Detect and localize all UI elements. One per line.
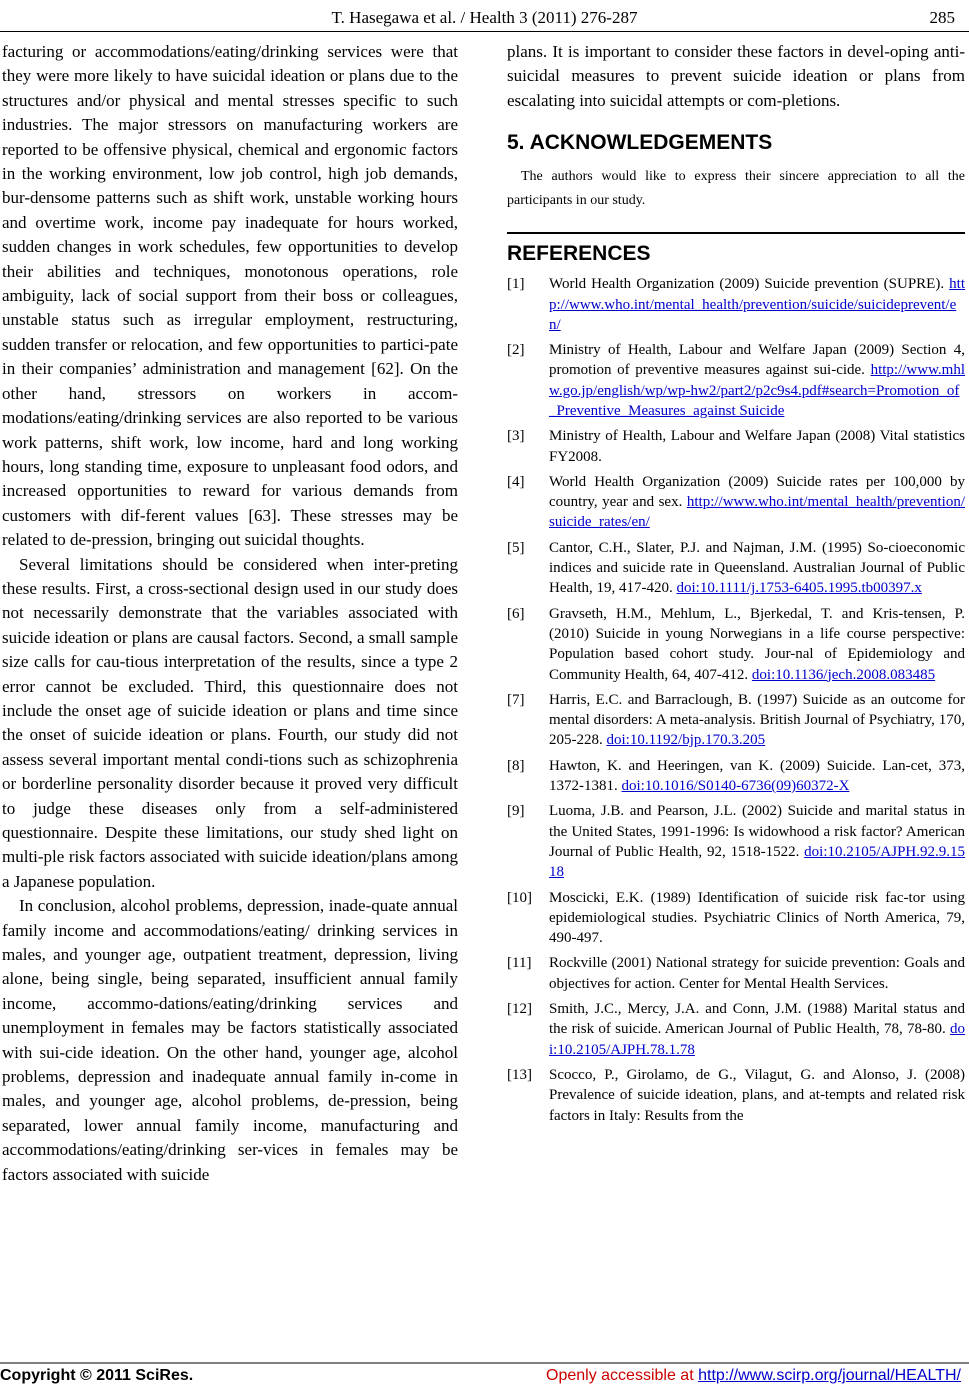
reference-link[interactable]: doi:10.2105/AJPH.92.9.1518 <box>549 843 966 881</box>
reference-citation: Moscicki, E.K. (1989) Identification of suicide risk fac-tor using epidemiological studies. Psychiatric Clinics of North America, 79, 490-497. <box>549 889 965 947</box>
reference-number: [7] <box>507 691 525 708</box>
reference-citation: Harris, E.C. and Barraclough, B. (1997) Suicide as an outcome for mental disorders: A meta-analysis. British Journal of Psychiatry, 170, 205-228. <box>549 691 965 749</box>
reference-link[interactable]: http://www.who.int/mental_health/prevention/suicide/suicideprevent/en/ <box>549 276 966 333</box>
reference-number: [4] <box>507 473 525 490</box>
reference-text <box>549 953 965 994</box>
page-header <box>0 8 969 32</box>
reference-text <box>549 888 965 949</box>
footer-rule <box>0 1362 969 1364</box>
reference-text <box>549 274 965 335</box>
reference-item <box>507 801 965 882</box>
reference-number: [12] <box>507 1001 532 1018</box>
reference-item <box>507 274 965 335</box>
reference-text <box>549 604 965 685</box>
acknowledgements-heading: 5. ACKNOWLEDGEMENTS <box>507 131 773 155</box>
reference-item <box>507 472 965 533</box>
reference-item <box>507 756 965 797</box>
reference-link[interactable]: doi:10.1136/jech.2008.083485 <box>751 666 936 683</box>
reference-text <box>549 756 965 797</box>
body-paragraph: In conclusion, alcohol problems, depression, inade-quate annual family income and accommodations/eating/ drinking services in males, and younger age, outpatient treatment, depression, living alone, being single, being separated, insufficient annual family income, accommo-dations/eating/drinking services and unemployment in females may be factors statistically associated with sui-cide ideation. On the other hand, younger age, alcohol problems, depression and inadequate annual family in-come in males, and younger age, alcohol problems, de-pression, being separated, lower annual family income, manufacturing and accommodations/eating/drinking ser-vices in females may be factors associated with suicide <box>2 896 458 1184</box>
reference-citation: Luoma, J.B. and Pearson, J.L. (2002) Suicide and marital status in the United States, 1991-1996: Is widowhood a risk factor? American Journal of Public Health, 92, 1518-1522. <box>549 803 965 860</box>
footer-access-label: Openly accessible at <box>546 1367 694 1384</box>
reference-link[interactable]: doi:10.1111/j.1753-6405.1995.tb00397.x <box>676 580 922 597</box>
body-paragraph: facturing or accommodations/eating/drinking services were that they were more likely to have suicidal ideation or plans due to the structures and/or physical and mental stresses specific to such industries. The major stressors on manufacturing workers are reported to be offensive physical, chemical and ergonomic factors in the working environment, low job control, high job demands, bur-densome patterns such as shift work, unstable working hours and overtime work, income pay inadequate for hours worked, sudden changes in work schedules, few opportunities to develop their abilities and techniques, monotonous operations, role ambiguity, lack of social support from their boss or colleagues, unstable status such as irregular employment, restructuring, sudden transfer or relocation, and few opportunities to partici-pate in their companies’ administration and management [62]. On the other hand, stressors on workers in accom-modations/eating/drinking services are also reported to be various work patterns, shift work, low income, hard and long working hours, long standing time, exposure to unpleasant food odors, and increased opportunities to reward for various demands from customers with dif-ferent values [63]. These stresses may be related to de-pression, bringing out suicidal thoughts. <box>2 42 458 550</box>
reference-number: [2] <box>507 342 525 359</box>
header-rule <box>0 31 969 32</box>
reference-citation: World Health Organization (2009) Suicide rates per 100,000 by country, year and sex. <box>549 473 965 511</box>
reference-text <box>549 538 965 599</box>
reference-link[interactable]: http://www.mhlw.go.jp/english/wp/wp-hw2/part2/p2c9s4.pdf#search=Promotion_of_Preventive_Measures_against Suicide <box>549 362 966 419</box>
reference-number: [5] <box>507 539 525 556</box>
reference-citation: Rockville (2001) National strategy for suicide prevention: Goals and objectives for action. Center for Mental Health Services. <box>549 955 965 992</box>
reference-citation: Ministry of Health, Labour and Welfare Japan (2008) Vital statistics FY2008. <box>549 428 965 465</box>
reference-text <box>549 690 965 751</box>
page-number: 285 <box>929 8 955 27</box>
reference-citation: Scocco, P., Girolamo, de G., Vilagut, G. and Alonso, J. (2008) Prevalence of suicide ideation, plans, and at-tempts and related risk factors in Italy: Results from the <box>549 1066 965 1124</box>
references-heading: REFERENCES <box>507 242 651 266</box>
reference-item <box>507 999 965 1060</box>
reference-link[interactable]: http://www.who.int/mental_health/prevention/suicide_rates/en/ <box>549 494 966 531</box>
reference-text <box>549 1065 965 1126</box>
reference-citation: Gravseth, H.M., Mehlum, L., Bjerkedal, T. and Kris-tensen, P. (2010) Suicide in young Norwegians in a life course perspective: Population based cohort study. Jour-nal of Epidemiology and Community Health, 64, 407-412. <box>549 605 965 683</box>
reference-number: [6] <box>507 605 525 622</box>
body-paragraph: Several limitations should be considered when inter-preting these results. First, a cross-sectional design used in our study does not necessarily demonstrate that the variables associated with suicide ideation or plans are causal factors. Second, a small sample size calls for cau-tious interpretation of the results, since a type 2 error cannot be excluded. Third, this questionnaire does not include the onset age of suicide ideation or plans and time since the onset of suicide ideation or plans. Fourth, our study did not assess several important mental condi-tions such as schizophrenia or borderline personality disorder because it proved very difficult to judge these diseases only from a self-administered questionnaire. Despite these limitations, our study shed light on multi-ple risk factors associated with suicide ideation/plans among a Japanese population. <box>2 554 459 891</box>
reference-item <box>507 1065 965 1126</box>
reference-text <box>549 801 965 882</box>
reference-item <box>507 604 965 685</box>
reference-number: [8] <box>507 757 525 774</box>
acknowledgements-text: The authors would like to express their sincere appreciation to all the participants in our study. <box>507 169 965 209</box>
right-column <box>507 40 965 1131</box>
footer-access <box>546 1367 961 1385</box>
body-paragraph: plans. It is important to consider these factors in devel-oping anti-suicidal measures to prevent suicide ideation or plans from escalating into suicidal attempts or com-pletions. <box>507 42 965 110</box>
reference-link[interactable]: doi:10.1192/bjp.170.3.205 <box>606 732 766 749</box>
reference-number: [9] <box>507 803 525 820</box>
reference-item <box>507 888 965 949</box>
reference-citation: World Health Organization (2009) Suicide prevention (SUPRE). <box>549 276 945 293</box>
reference-item <box>507 538 965 599</box>
reference-citation: Hawton, K. and Heeringen, van K. (2009) Suicide. Lan-cet, 373, 1372-1381. <box>549 757 965 795</box>
reference-text <box>549 426 965 467</box>
footer-copyright: Copyright © 2011 SciRes. <box>0 1367 194 1384</box>
journal-link[interactable]: http://www.scirp.org/journal/HEALTH/ <box>698 1367 961 1384</box>
reference-number: [10] <box>507 889 532 906</box>
reference-number: [1] <box>507 276 525 293</box>
reference-text <box>549 340 965 421</box>
reference-item <box>507 426 965 467</box>
running-title: T. Hasegawa et al. / Health 3 (2011) 276-287 <box>331 8 638 27</box>
reference-citation: Smith, J.C., Mercy, J.A. and Conn, J.M. (1988) Marital status and the risk of suicide. American Journal of Public Health, 78, 78-80. <box>549 1001 965 1038</box>
reference-citation: Ministry of Health, Labour and Welfare Japan (2009) Section 4, promotion of preventive measures against sui-cide. <box>549 342 965 379</box>
reference-item <box>507 953 965 994</box>
reference-item <box>507 340 965 421</box>
reference-link[interactable]: doi:10.2105/AJPH.78.1.78 <box>549 1021 965 1058</box>
reference-citation: Cantor, C.H., Slater, P.J. and Najman, J.M. (1995) So-cioeconomic indices and suicide rate in Queensland. Australian Journal of Public Health, 19, 417-420. <box>549 539 965 597</box>
reference-item <box>507 690 965 751</box>
reference-list <box>507 274 965 1126</box>
reference-link[interactable]: doi:10.1016/S0140-6736(09)60372-X <box>621 778 850 795</box>
reference-number: [11] <box>507 955 532 972</box>
reference-number: [13] <box>507 1066 532 1083</box>
references-rule <box>507 232 965 234</box>
reference-text <box>549 999 965 1060</box>
reference-text <box>549 472 965 533</box>
reference-number: [3] <box>507 428 525 445</box>
left-column <box>2 40 458 1187</box>
